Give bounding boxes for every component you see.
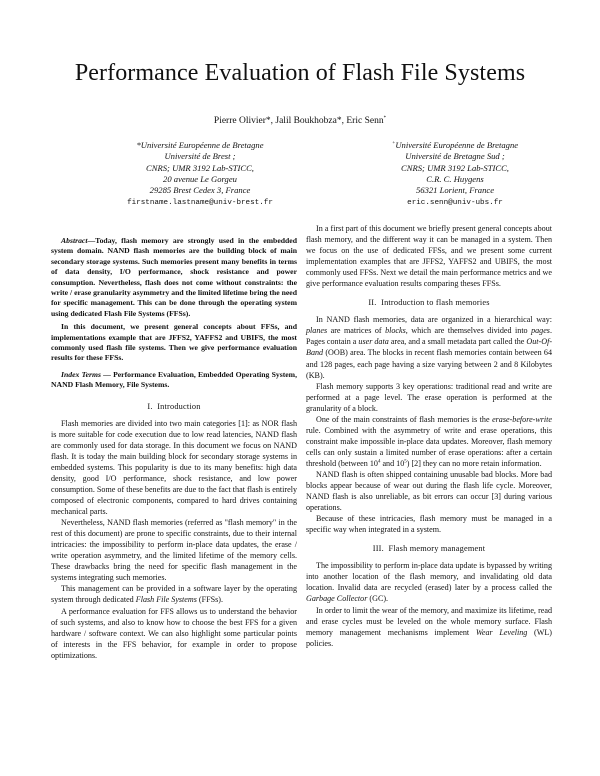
index-terms-label: Index Terms xyxy=(61,369,101,379)
body-paragraph: In a first part of this document we briefly present general concepts about flash memory, and the different way it can be managed in a system. Then we focus on the use of dedicated FFSs, and we present some current implementation examples that are JFFS2, YAFFS2 and UBIFS, the most commonly used FFSs. Next we detail the main performance metrics and we give performance evaluation results comparing theses FFSs. xyxy=(306,224,552,289)
author-email: eric.senn@univ-ubs.fr xyxy=(407,199,503,208)
body-paragraph: One of the main constraints of flash memories is the erase-before-write rule. Combined with the asymmetry of write and erase operations, this constraint make impossible in-place data updates. Moreover, flash memory cells can only sustain a limited number of erase operations: after a certain threshold (between $10^4$ and $10^5$) [2] they can no more retain information. xyxy=(306,414,552,468)
abstract xyxy=(51,236,297,391)
affil-line: CNRS; UMR 3192 Lab-STICC, xyxy=(401,162,509,173)
right-column xyxy=(306,223,552,649)
affil-line: 20 avenue Le Gorgeu xyxy=(163,173,237,184)
left-column xyxy=(51,236,297,661)
affil-line: 56321 Lorient, France xyxy=(415,185,495,196)
body-paragraph: Flash memories are divided into two main categories [1]: as NOR flash is more suitable for code execution due to low read latencies, NAND flash are commonly used for data storage. In this document we focus on NAND flash. It is today the main building block for secondary storage systems in embedded systems. This popularity is due to its many benefits: high data density, good I/O performance, shock resistance, and low power consumption. Some of these benefits are due to the fact that flash is entirely composed of electronic components, compared to hard drives containing mechanical parts. xyxy=(51,418,297,517)
affil-line: CNRS; UMR 3192 Lab-STICC, xyxy=(146,162,254,173)
abstract-paragraph: Abstract—Today, flash memory are strongly used in the embedded system domain. NAND flash memories are the building block of main secondary storage systems. Such memories present many benefits in terms of data density, I/O performance, shock resistance and power consumption. Nevertheless, flash does not come without constraints: the write / erase granularity asymmetry and the limited lifetime bring the need for specific management. This can be done through the operating system using dedicated Flash File Systems (FFSs). xyxy=(51,236,297,318)
paper-title: Performance Evaluation of Flash File Systems xyxy=(74,60,526,86)
affil-line: 29285 Brest Cedex 3, France xyxy=(149,185,251,196)
author-list: Pierre Olivier*, Jalil Boukhobza*, Eric Senn* xyxy=(213,115,387,126)
body-paragraph: A performance evaluation for FFS allows us to understand the behavior of such systems, and also to know how to choose the best FFS for a given hardware / software context. We can also highlight some particular points of interests in the FFS behavior, for example in order to propose optimizations. xyxy=(51,606,297,660)
section-heading: III. Flash memory management xyxy=(372,544,486,554)
body-paragraph: Flash memory supports 3 key operations: traditional read and write are performed at a page level. The erase operation is performed at the granularity of a block. xyxy=(306,381,552,413)
body-paragraph: This management can be provided in a software layer by the operating system through dedicated Flash File Systems (FFSs). xyxy=(51,584,297,605)
abstract-paragraph: In this document, we present general concepts about FFSs, and implementations example that are JFFS2, YAFFS2 and UBIFS, the most commonly used flash file systems. Then we give performance evaluation results for these FFSs. xyxy=(51,322,297,363)
section-heading: I. Introduction xyxy=(147,401,201,411)
index-terms: Index Terms — Performance Evaluation, Embedded Operating System, NAND Flash Memory, File Systems. xyxy=(51,369,298,390)
affil-line: Université de Brest ; xyxy=(164,151,236,162)
author-names: Pierre Olivier*, Jalil Boukhobza*, Eric Senn xyxy=(213,116,384,126)
body-paragraph: Because of these intricacies, flash memory must be managed in a specific way when integrated in a system. xyxy=(306,514,552,535)
body-paragraph: In NAND flash memories, data are organized in a hierarchical way: planes are matrices of blocks, which are themselves divided into pages. Pages contain a user data area, and a small metadata part called the Out-Of-Band (OOB) area. The blocks in recent flash memories contain between 64 and 128 pages, each page having a size varying between 2 and 8 Kilobytes (KB). xyxy=(306,315,553,380)
affil-line-text: Université Européenne de Bretagne xyxy=(395,140,519,150)
affil-line: *Université Européenne de Bretagne xyxy=(136,140,264,150)
section-heading: II. Introduction to flash memories xyxy=(368,298,490,308)
affil-line: +Université Européenne de Bretagne xyxy=(391,140,519,150)
body-paragraph: NAND flash is often shipped containing unusable bad blocks. More bad blocks appear because of wear out during the flash life cycle. Moreover, NAND flash is also unreliable, as bit errors can occur [3] during various operations. xyxy=(306,469,552,513)
body-paragraph: Nevertheless, NAND flash memories (referred as "flash memory" in the rest of this document) are prone to specific constraints, due to their internal intricacies: the impossibility to perform in-place data updates, the erase / write operation asymmetry, and the limited lifetime of the memory cells. These drawbacks bring the need for specific flash management in the systems integrating such memories. xyxy=(51,518,297,583)
body-paragraph: In order to limit the wear of the memory, and maximize its lifetime, read and erase cycles must be leveled on the whole memory surface. Flash memory management mechanisms implement Wear Leveling (WL) policies. xyxy=(306,605,553,648)
author-email: firstname.lastname@univ-brest.fr xyxy=(127,199,273,208)
abstract-label: Abstract xyxy=(61,236,88,245)
body-paragraph: The impossibility to perform in-place data update is bypassed by writing into another location of the flash memory, and invalidating old data location. Invalid data are recycled (erased) later by a process called the Garbage Collector (GC). xyxy=(306,561,552,604)
affiliation-right xyxy=(330,140,580,210)
affil-line: C.R. C. Huygens xyxy=(426,173,484,184)
affiliation-left xyxy=(75,140,325,210)
affil-line: Université de Bretagne Sud ; xyxy=(405,151,505,162)
